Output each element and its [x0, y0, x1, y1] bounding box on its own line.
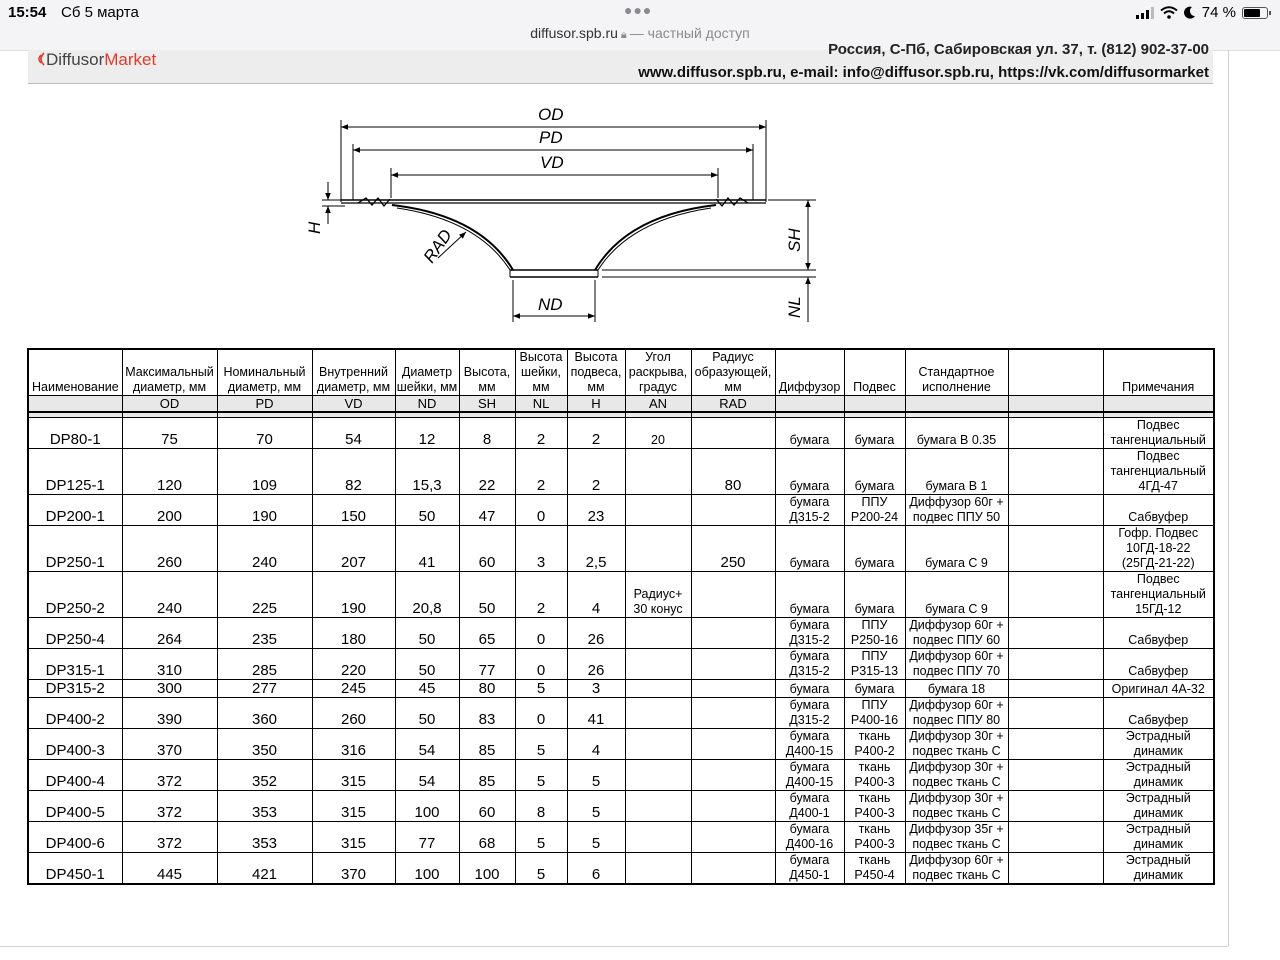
table-row	[28, 791, 1214, 822]
table-cell	[691, 791, 775, 822]
table-cell: 260	[312, 698, 395, 729]
label-nd: ND	[538, 295, 563, 314]
table-cell: 0	[515, 649, 567, 680]
table-cell: Диффузор 30г + подвес ткань С	[905, 729, 1008, 760]
battery-percent: 74 %	[1201, 4, 1236, 21]
privacy-label: — частный доступ	[629, 25, 750, 41]
table-cell: бумага	[844, 418, 905, 449]
table-cell: 5	[515, 853, 567, 885]
table-cell: Диффузор 60г + подвес ткань С	[905, 853, 1008, 885]
column-header	[1008, 349, 1103, 396]
table-cell	[1008, 680, 1103, 698]
table-cell	[1008, 495, 1103, 526]
table-cell: 100	[459, 853, 515, 885]
table-cell: 2	[515, 418, 567, 449]
table-row	[28, 572, 1214, 618]
table-cell: 2	[567, 418, 625, 449]
column-code: NL	[515, 396, 567, 413]
table-cell: 12	[395, 418, 459, 449]
table-cell: 3	[515, 526, 567, 572]
table-cell: бумага 18	[905, 680, 1008, 698]
table-cell: бумага Д315-2	[775, 698, 844, 729]
table-cell: бумага Д400-16	[775, 822, 844, 853]
table-row	[28, 526, 1214, 572]
table-cell	[625, 495, 691, 526]
model-name-cell: DP250-1	[28, 526, 122, 572]
table-header-titles	[28, 349, 1214, 396]
table-cell: 80	[691, 449, 775, 495]
more-dots-icon[interactable]: ●●●	[624, 2, 653, 18]
label-h: H	[305, 221, 324, 234]
table-row	[28, 729, 1214, 760]
table-cell	[625, 680, 691, 698]
logo-prefix: Diffusor	[46, 50, 105, 69]
table-cell: Сабвуфер	[1103, 495, 1214, 526]
table-cell: Гофр. Подвес 10ГД-18-22 (25ГД-21-22)	[1103, 526, 1214, 572]
url-text: diffusor.spb.ru	[530, 25, 618, 41]
company-address: Россия, С-Пб, Сабировская ул. 37, т. (812) 902-37-00	[828, 41, 1209, 58]
table-cell: Оригинал 4А-32	[1103, 680, 1214, 698]
moon-icon	[1184, 6, 1196, 19]
diffuser-specification-table	[27, 348, 1215, 885]
table-cell: 0	[515, 698, 567, 729]
column-header: Угол раскрыва, градус	[625, 349, 691, 396]
model-name-cell: DP400-3	[28, 729, 122, 760]
status-indicators	[1136, 4, 1268, 21]
table-cell: бумага Д315-2	[775, 495, 844, 526]
table-cell: Эстрадный динамик	[1103, 760, 1214, 791]
table-cell: бумага С 9	[905, 572, 1008, 618]
table-cell: 65	[459, 618, 515, 649]
column-code	[1103, 396, 1214, 413]
model-name-cell: DP400-4	[28, 760, 122, 791]
lock-icon: 🔒︎	[620, 29, 627, 41]
table-cell	[1008, 791, 1103, 822]
model-name-cell: DP450-1	[28, 853, 122, 885]
status-date: Сб 5 марта	[61, 4, 139, 21]
table-cell: ППУ Р250-16	[844, 618, 905, 649]
document-header	[28, 41, 1213, 84]
table-cell: 5	[515, 729, 567, 760]
label-sh: SH	[785, 228, 804, 252]
model-name-cell: DP400-2	[28, 698, 122, 729]
table-cell: 5	[515, 822, 567, 853]
table-cell: 109	[217, 449, 312, 495]
table-cell: бумага	[775, 449, 844, 495]
table-cell	[625, 822, 691, 853]
column-code: AN	[625, 396, 691, 413]
table-cell: 23	[567, 495, 625, 526]
table-cell: 3	[567, 680, 625, 698]
company-contacts: www.diffusor.spb.ru, e-mail: info@diffusor.spb.ru, https://vk.com/diffusormarket	[638, 64, 1209, 81]
table-cell	[691, 760, 775, 791]
table-cell: 8	[459, 418, 515, 449]
table-row	[28, 680, 1214, 698]
table-cell: бумага Д315-2	[775, 649, 844, 680]
table-cell: ткань Р400-3	[844, 791, 905, 822]
battery-icon	[1242, 7, 1268, 19]
wifi-icon	[1160, 6, 1178, 19]
column-header: Высота шейки, мм	[515, 349, 567, 396]
signal-waves-icon	[36, 51, 46, 67]
table-cell: 370	[312, 853, 395, 885]
table-cell: 360	[217, 698, 312, 729]
label-nl: NL	[785, 296, 804, 318]
table-row	[28, 649, 1214, 680]
table-cell: ткань Р400-3	[844, 760, 905, 791]
table-cell: 0	[515, 618, 567, 649]
table-cell: 370	[122, 729, 217, 760]
table-cell: 5	[567, 760, 625, 791]
table-cell: бумага	[844, 680, 905, 698]
table-cell: 353	[217, 791, 312, 822]
table-cell: 235	[217, 618, 312, 649]
table-cell: 60	[459, 526, 515, 572]
table-cell: бумага В 0.35	[905, 418, 1008, 449]
table-cell: 120	[122, 449, 217, 495]
label-rad: RAD	[419, 225, 456, 267]
table-cell: 372	[122, 822, 217, 853]
table-cell: 45	[395, 680, 459, 698]
table-header-codes	[28, 396, 1214, 413]
table-cell: 75	[122, 418, 217, 449]
column-header: Внутренний диаметр, мм	[312, 349, 395, 396]
model-name-cell: DP125-1	[28, 449, 122, 495]
table-cell: 352	[217, 760, 312, 791]
table-row	[28, 698, 1214, 729]
table-cell: 2,5	[567, 526, 625, 572]
table-cell: 315	[312, 760, 395, 791]
table-cell	[1008, 572, 1103, 618]
table-cell: 26	[567, 618, 625, 649]
table-cell	[625, 698, 691, 729]
table-cell	[1008, 760, 1103, 791]
table-cell: 2	[567, 449, 625, 495]
table-cell: 445	[122, 853, 217, 885]
table-cell: Подвес тангенциальный 15ГД-12	[1103, 572, 1214, 618]
table-cell	[691, 729, 775, 760]
column-code: ND	[395, 396, 459, 413]
table-cell: Подвес тангенциальный	[1103, 418, 1214, 449]
table-cell	[691, 822, 775, 853]
column-header: Высота подвеса, мм	[567, 349, 625, 396]
diffuser-cross-section-drawing	[300, 100, 820, 328]
table-cell: Подвес тангенциальный 4ГД-47	[1103, 449, 1214, 495]
table-cell: бумага Д400-1	[775, 791, 844, 822]
table-cell: ППУ Р200-24	[844, 495, 905, 526]
model-name-cell: DP400-5	[28, 791, 122, 822]
table-cell: бумага Д400-15	[775, 760, 844, 791]
table-cell: ППУ Р315-13	[844, 649, 905, 680]
table-cell	[1008, 698, 1103, 729]
column-header: Номинальный диаметр, мм	[217, 349, 312, 396]
column-header: Диаметр шейки, мм	[395, 349, 459, 396]
column-header: Максимальный диаметр, мм	[122, 349, 217, 396]
table-cell: 54	[395, 729, 459, 760]
table-cell: 8	[515, 791, 567, 822]
table-cell: 100	[395, 853, 459, 885]
model-name-cell: DP250-2	[28, 572, 122, 618]
diffusor-market-logo	[36, 50, 156, 70]
column-header: Диффузор	[775, 349, 844, 396]
table-cell: 190	[217, 495, 312, 526]
table-cell: 6	[567, 853, 625, 885]
table-cell: Сабвуфер	[1103, 618, 1214, 649]
table-cell: 50	[395, 495, 459, 526]
table-cell	[1008, 729, 1103, 760]
table-cell: 15,3	[395, 449, 459, 495]
table-cell: 100	[395, 791, 459, 822]
table-cell: 2	[515, 449, 567, 495]
table-cell: 77	[459, 649, 515, 680]
table-cell: 41	[567, 698, 625, 729]
table-cell	[1008, 449, 1103, 495]
label-od: OD	[538, 105, 564, 124]
column-code	[905, 396, 1008, 413]
table-cell: 353	[217, 822, 312, 853]
table-cell	[691, 853, 775, 885]
table-cell	[691, 418, 775, 449]
table-row	[28, 495, 1214, 526]
table-cell	[625, 618, 691, 649]
column-header: Стандартное исполнение	[905, 349, 1008, 396]
table-cell: ткань Р400-2	[844, 729, 905, 760]
table-cell: Эстрадный динамик	[1103, 729, 1214, 760]
table-cell: 70	[217, 418, 312, 449]
table-cell: 0	[515, 495, 567, 526]
column-code: H	[567, 396, 625, 413]
table-cell: бумага	[775, 526, 844, 572]
table-cell: 50	[395, 649, 459, 680]
table-cell: 5	[515, 680, 567, 698]
table-cell	[691, 680, 775, 698]
table-cell: 285	[217, 649, 312, 680]
table-cell	[625, 760, 691, 791]
table-cell: Эстрадный динамик	[1103, 791, 1214, 822]
column-header: Радиус образующей, мм	[691, 349, 775, 396]
table-cell	[625, 449, 691, 495]
table-cell	[625, 729, 691, 760]
table-cell: 4	[567, 729, 625, 760]
table-cell: 80	[459, 680, 515, 698]
logo-suffix: Market	[104, 50, 157, 69]
table-row	[28, 760, 1214, 791]
table-cell: 5	[567, 822, 625, 853]
cellular-signal-icon	[1136, 7, 1154, 19]
table-cell: 54	[395, 760, 459, 791]
table-cell: Диффузор 60г + подвес ППУ 80	[905, 698, 1008, 729]
table-cell: бумага	[844, 449, 905, 495]
table-row	[28, 822, 1214, 853]
label-pd: PD	[539, 128, 563, 147]
table-cell: 240	[217, 526, 312, 572]
table-cell: 316	[312, 729, 395, 760]
table-cell: 85	[459, 760, 515, 791]
table-cell: 41	[395, 526, 459, 572]
model-name-cell: DP200-1	[28, 495, 122, 526]
table-row	[28, 418, 1214, 449]
table-cell: 60	[459, 791, 515, 822]
address-bar[interactable]	[0, 25, 1280, 42]
table-cell: 190	[312, 572, 395, 618]
table-row	[28, 449, 1214, 495]
column-header: Высота, мм	[459, 349, 515, 396]
column-code: VD	[312, 396, 395, 413]
table-cell: 264	[122, 618, 217, 649]
table-cell	[625, 791, 691, 822]
table-cell	[691, 572, 775, 618]
table-cell: 277	[217, 680, 312, 698]
table-cell: бумага Д400-15	[775, 729, 844, 760]
column-header: Наименование	[28, 349, 122, 396]
battery-fill	[1244, 9, 1260, 17]
table-cell: 220	[312, 649, 395, 680]
table-cell: 315	[312, 791, 395, 822]
table-cell: 2	[515, 572, 567, 618]
table-cell	[691, 649, 775, 680]
table-cell: Радиус+ 30 конус	[625, 572, 691, 618]
column-code: PD	[217, 396, 312, 413]
table-cell: 47	[459, 495, 515, 526]
table-cell: бумага Д315-2	[775, 618, 844, 649]
status-time: 15:54	[8, 4, 47, 21]
table-cell: 20	[625, 418, 691, 449]
table-cell	[691, 495, 775, 526]
table-cell: бумага В 1	[905, 449, 1008, 495]
table-row	[28, 853, 1214, 885]
table-cell: Диффузор 60г + подвес ППУ 60	[905, 618, 1008, 649]
table-cell: 390	[122, 698, 217, 729]
model-name-cell: DP250-4	[28, 618, 122, 649]
table-cell: бумага	[844, 526, 905, 572]
table-cell	[1008, 526, 1103, 572]
table-cell: 82	[312, 449, 395, 495]
column-code	[775, 396, 844, 413]
table-cell	[1008, 853, 1103, 885]
column-code: OD	[122, 396, 217, 413]
column-code: RAD	[691, 396, 775, 413]
table-cell: 421	[217, 853, 312, 885]
table-cell: 372	[122, 760, 217, 791]
table-cell: Диффузор 60г + подвес ППУ 70	[905, 649, 1008, 680]
table-cell: 315	[312, 822, 395, 853]
table-cell: 54	[312, 418, 395, 449]
table-cell: 5	[515, 760, 567, 791]
table-cell	[691, 698, 775, 729]
table-cell: бумага Д450-1	[775, 853, 844, 885]
model-name-cell: DP315-2	[28, 680, 122, 698]
table-cell: 245	[312, 680, 395, 698]
table-cell: 50	[395, 698, 459, 729]
table-cell: бумага	[775, 572, 844, 618]
column-code	[844, 396, 905, 413]
table-cell: 5	[567, 791, 625, 822]
table-cell: Диффузор 35г + подвес ткань С	[905, 822, 1008, 853]
table-cell: Эстрадный динамик	[1103, 822, 1214, 853]
table-cell: 260	[122, 526, 217, 572]
table-cell: 50	[395, 618, 459, 649]
model-name-cell: DP315-1	[28, 649, 122, 680]
table-cell	[1008, 618, 1103, 649]
table-cell: ППУ Р400-16	[844, 698, 905, 729]
table-cell: 240	[122, 572, 217, 618]
table-cell: 68	[459, 822, 515, 853]
table-cell: бумага	[844, 572, 905, 618]
table-cell: 50	[459, 572, 515, 618]
model-name-cell: DP400-6	[28, 822, 122, 853]
table-cell: ткань Р400-3	[844, 822, 905, 853]
page-edge-bottom	[0, 946, 1228, 947]
column-code	[28, 396, 122, 413]
column-header: Примечания	[1103, 349, 1214, 396]
table-cell: 310	[122, 649, 217, 680]
table-cell: Диффузор 60г + подвес ППУ 50	[905, 495, 1008, 526]
table-cell	[691, 618, 775, 649]
label-vd: VD	[540, 153, 564, 172]
column-header: Подвес	[844, 349, 905, 396]
table-cell: 77	[395, 822, 459, 853]
table-cell	[1008, 418, 1103, 449]
table-cell: Сабвуфер	[1103, 698, 1214, 729]
table-cell	[625, 526, 691, 572]
table-cell: 207	[312, 526, 395, 572]
table-cell: 4	[567, 572, 625, 618]
table-body	[28, 412, 1214, 884]
table-cell: 20,8	[395, 572, 459, 618]
table-cell: ткань Р450-4	[844, 853, 905, 885]
table-cell: бумага	[775, 680, 844, 698]
table-cell: бумага	[775, 418, 844, 449]
table-cell: 150	[312, 495, 395, 526]
column-code	[1008, 396, 1103, 413]
table-cell: бумага С 9	[905, 526, 1008, 572]
model-name-cell: DP80-1	[28, 418, 122, 449]
table-cell: 83	[459, 698, 515, 729]
table-cell: Диффузор 30г + подвес ткань С	[905, 791, 1008, 822]
table-cell: Диффузор 30г + подвес ткань С	[905, 760, 1008, 791]
table-cell	[1008, 649, 1103, 680]
table-cell	[625, 649, 691, 680]
column-code: SH	[459, 396, 515, 413]
table-cell	[625, 853, 691, 885]
table-row	[28, 618, 1214, 649]
table-cell: 180	[312, 618, 395, 649]
table-cell: 250	[691, 526, 775, 572]
table-cell: 22	[459, 449, 515, 495]
table-cell	[1008, 822, 1103, 853]
page-edge-right	[1228, 50, 1229, 946]
table-cell: 200	[122, 495, 217, 526]
table-cell: 85	[459, 729, 515, 760]
table-cell: 225	[217, 572, 312, 618]
table-cell: Сабвуфер	[1103, 649, 1214, 680]
table-cell: 300	[122, 680, 217, 698]
table-cell: 350	[217, 729, 312, 760]
table-cell: Эстрадный динамик	[1103, 853, 1214, 885]
table-cell: 372	[122, 791, 217, 822]
table-cell: 26	[567, 649, 625, 680]
